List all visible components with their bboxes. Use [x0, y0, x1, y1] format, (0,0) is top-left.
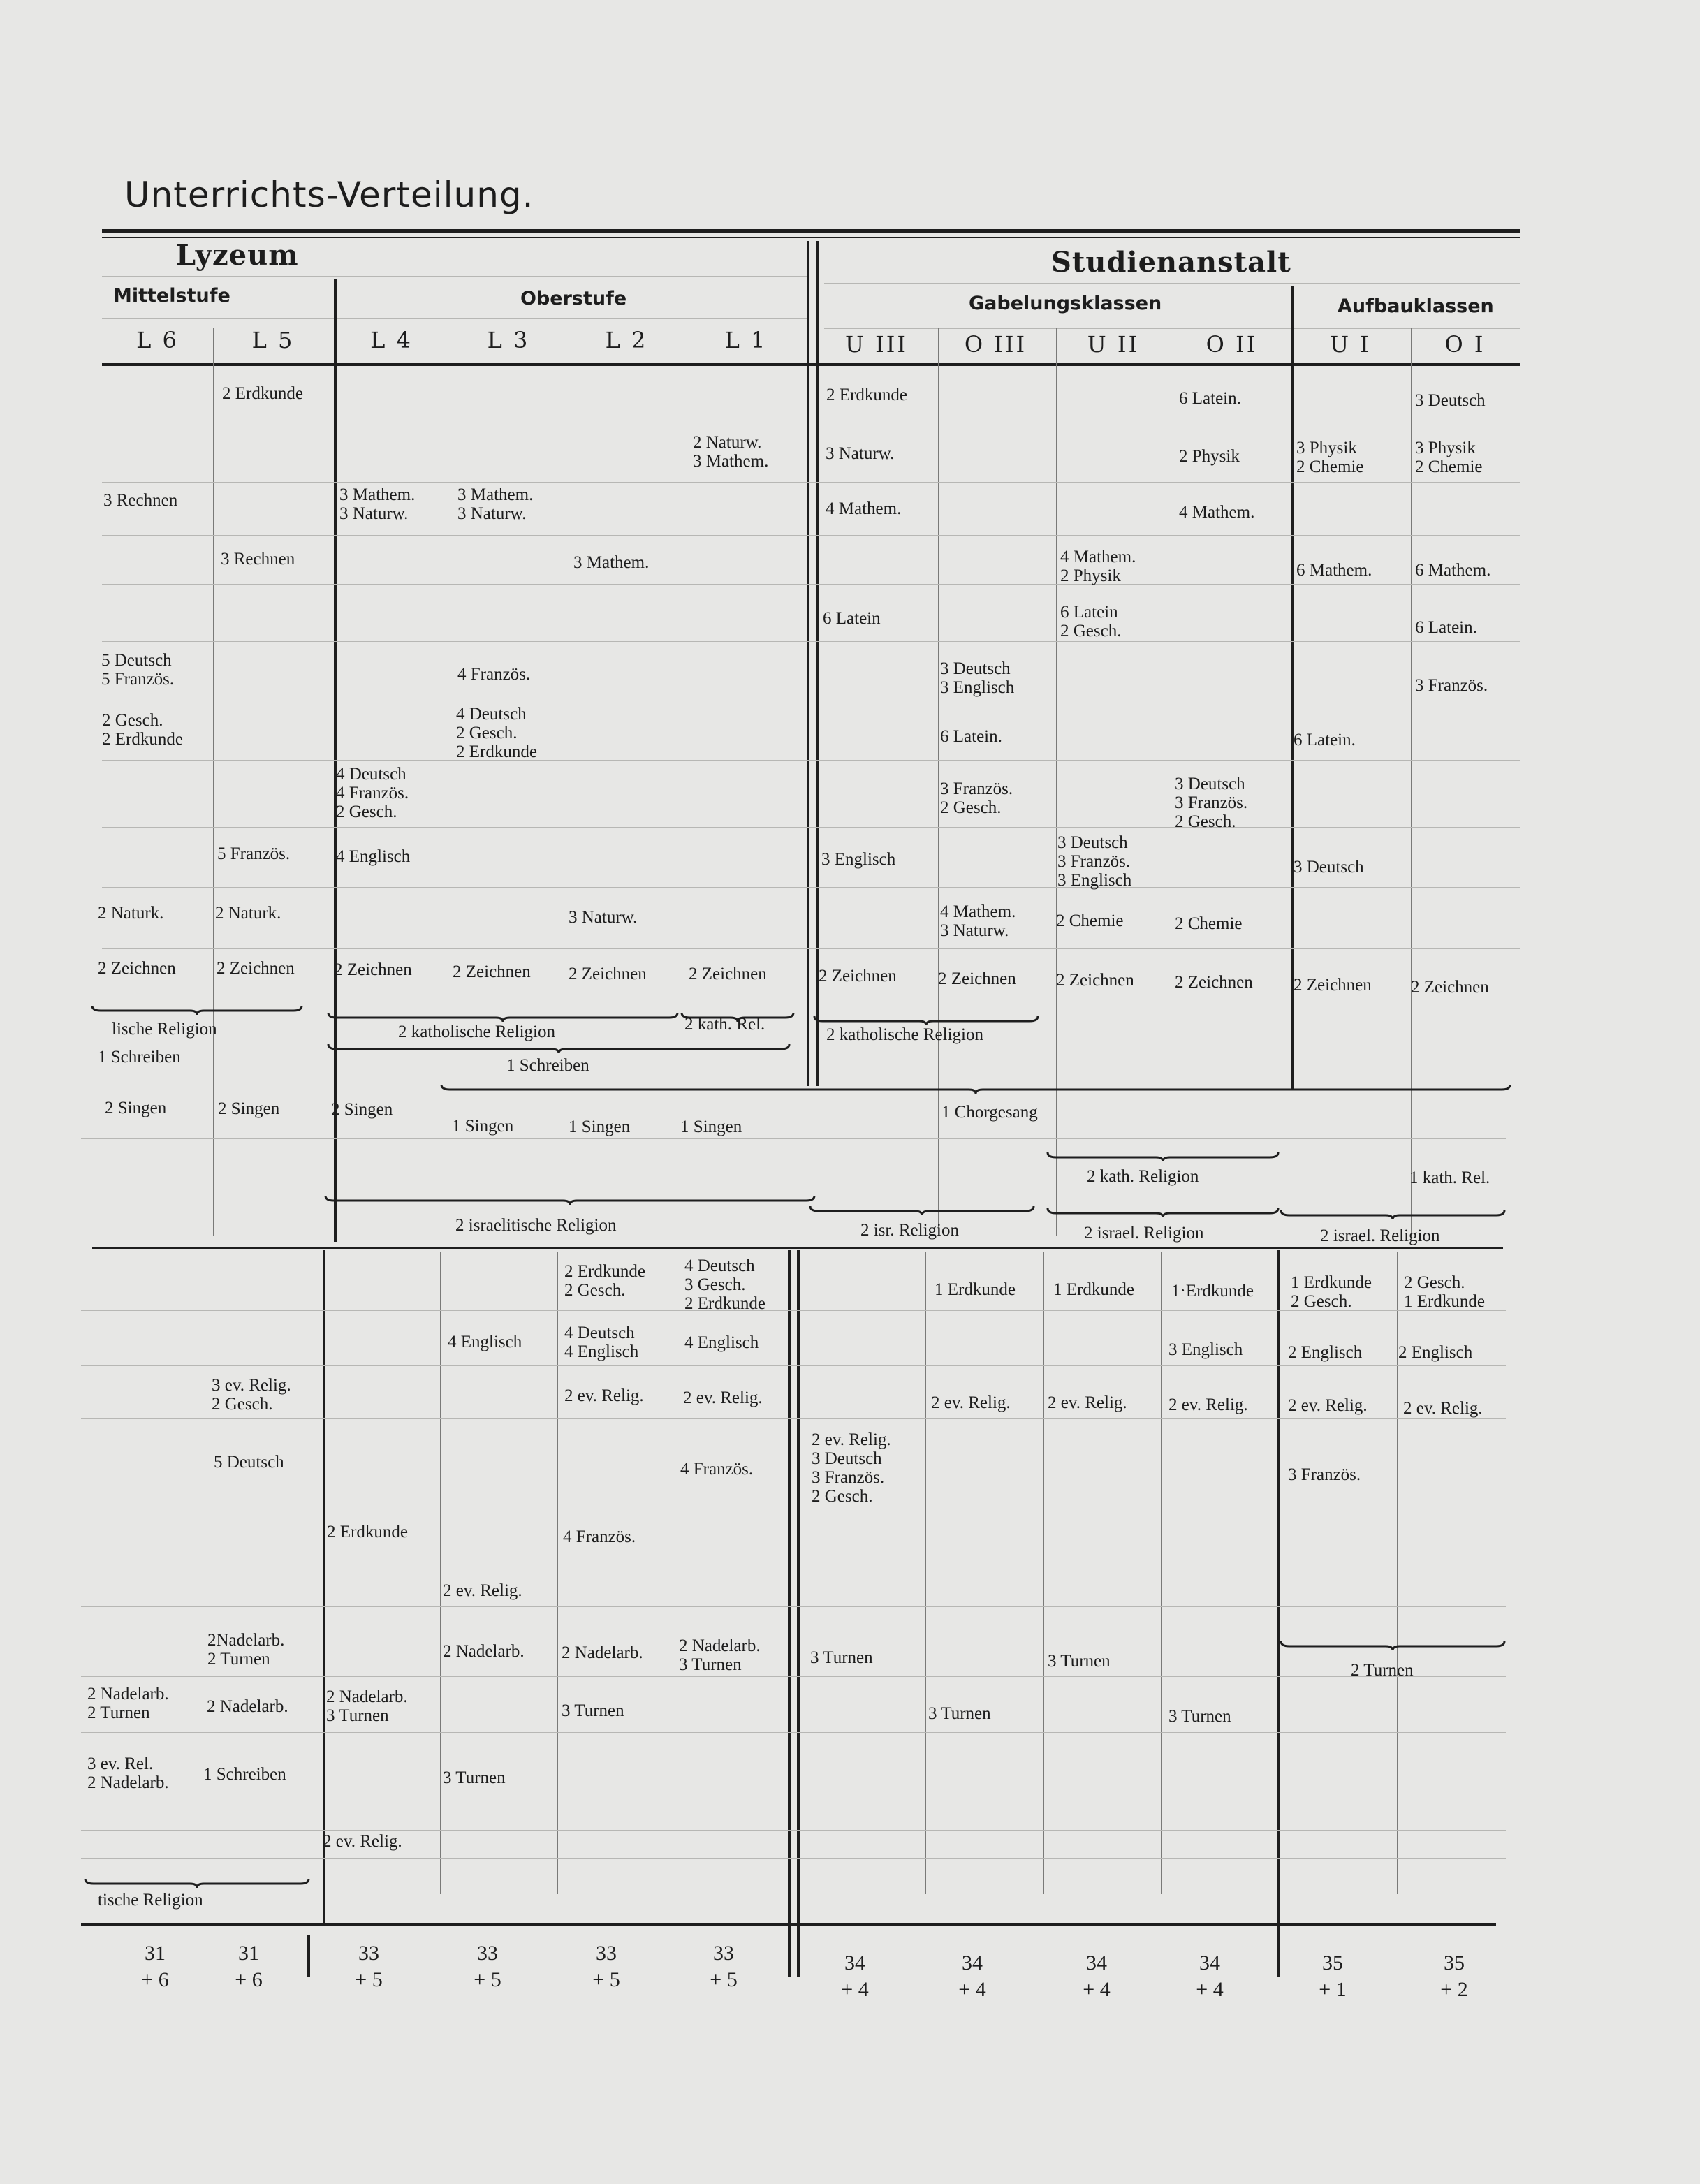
- subject-entry: 1 Chorgesang: [941, 1103, 1038, 1122]
- row-rule: [102, 827, 1520, 828]
- subject-entry: 2 ev. Relig.: [323, 1832, 402, 1851]
- subject-entry: 6 Mathem.: [1296, 561, 1372, 580]
- subject-entry: 3 Deutsch: [1294, 858, 1364, 877]
- subject-entry: 3 Turnen: [443, 1768, 506, 1787]
- subject-entry: 2 ev. Relig.: [1288, 1396, 1368, 1415]
- column-divider: [1056, 328, 1057, 1236]
- subject-entry: 2 Erdkunde 2 Gesch.: [564, 1262, 645, 1300]
- subject-entry: 2 Nadelarb.: [562, 1643, 643, 1662]
- heading-oberstufe: Oberstufe: [520, 288, 627, 309]
- subject-entry: 2 Nadelarb.: [207, 1697, 288, 1716]
- subject-entry: 3 Deutsch 3 Englisch: [940, 659, 1015, 697]
- subject-entry: 2 ev. Relig.: [931, 1393, 1011, 1412]
- subject-entry: 1 Singen: [680, 1117, 742, 1136]
- column-header: U III: [844, 331, 909, 358]
- column-header: O I: [1444, 331, 1486, 358]
- mittelstufe-divider: [334, 279, 337, 1242]
- weekly-total: 34 + 4: [841, 1951, 869, 2001]
- weekly-total: 34 + 4: [1083, 1951, 1111, 2001]
- subject-entry: 1 Schreiben: [203, 1765, 286, 1784]
- subject-entry: 3 Deutsch: [1415, 391, 1486, 410]
- subject-entry: 2 Singen: [105, 1099, 167, 1117]
- column-header: U I: [1330, 331, 1371, 358]
- subject-entry: 2 Turnen: [1351, 1661, 1414, 1680]
- subject-entry: 2 Nadelarb. 3 Turnen: [326, 1687, 408, 1725]
- subject-entry: 4 Englisch: [448, 1333, 522, 1351]
- subject-entry: 2 Chemie: [1175, 914, 1243, 933]
- column-header: L 4: [370, 327, 413, 353]
- subject-entry: 2 Nadelarb. 3 Turnen: [679, 1636, 761, 1674]
- heading-gabelungsklassen: Gabelungsklassen: [969, 293, 1162, 314]
- weekly-total: 34 + 4: [958, 1951, 986, 2001]
- subject-entry: 3 Mathem. 3 Naturw.: [457, 485, 534, 523]
- total-divider-left: [307, 1935, 310, 1977]
- subject-entry: 1 Erdkunde 2 Gesch.: [1291, 1273, 1372, 1311]
- column-header: L 2: [605, 327, 648, 353]
- subject-entry: tische Religion: [98, 1891, 203, 1910]
- subheading-rule-right: [824, 328, 1520, 329]
- subject-entry: 4 Deutsch 2 Gesch. 2 Erdkunde: [456, 705, 537, 761]
- weekly-total: 33 + 5: [355, 1942, 383, 1991]
- subject-entry: 3 Turnen: [810, 1648, 873, 1667]
- lyzeum-underline: [102, 276, 807, 277]
- section-studienanstalt: Studienanstalt: [1051, 246, 1291, 279]
- column-header: L 5: [251, 327, 295, 353]
- subject-entry: 2 Zeichnen: [1175, 973, 1253, 992]
- column-header: L 1: [724, 327, 768, 353]
- brace: [1048, 1152, 1278, 1162]
- subject-entry: 2 Naturk.: [215, 904, 281, 923]
- studienanstalt-underline: [824, 283, 1520, 284]
- subject-entry: 4 Englisch: [684, 1333, 759, 1352]
- subject-entry: 3 Englisch: [821, 850, 896, 869]
- subject-entry: 6 Latein.: [940, 727, 1002, 746]
- subject-entry: 2 Chemie: [1056, 911, 1124, 930]
- subject-entry: 4 Mathem. 2 Physik: [1060, 548, 1136, 585]
- column-divider-lower: [440, 1252, 441, 1894]
- column-divider: [213, 328, 214, 1236]
- mittelstufe-divider-lower: [323, 1250, 325, 1924]
- subject-entry: 4 Französ.: [563, 1527, 636, 1546]
- row-rule: [102, 641, 1520, 642]
- weekly-total: 35 + 1: [1319, 1951, 1347, 2001]
- subject-entry: 3 Deutsch 3 Französ. 3 Englisch: [1057, 833, 1132, 890]
- weekly-total: 33 + 5: [710, 1942, 738, 1991]
- subject-entry: 3 Physik 2 Chemie: [1415, 439, 1483, 476]
- subject-entry: 4 Deutsch 4 Englisch: [564, 1324, 639, 1361]
- subject-entry: 4 Französ.: [457, 665, 531, 684]
- subject-entry: 3 Rechnen: [103, 491, 178, 510]
- subject-entry: 5 Französ.: [217, 844, 291, 863]
- row-rule: [102, 535, 1520, 536]
- brace: [1281, 1210, 1504, 1220]
- subject-entry: 4 Mathem. 3 Naturw.: [940, 902, 1016, 940]
- subject-entry: 2 ev. Relig.: [683, 1388, 763, 1407]
- subject-entry: 3 Französ.: [1288, 1465, 1361, 1484]
- subject-entry: 4 Französ.: [680, 1460, 754, 1479]
- subject-entry: 2 ev. Relig.: [443, 1581, 522, 1600]
- lyzeum-divider-lower-b: [797, 1250, 800, 1977]
- subject-entry: 2 ev. Relig.: [1048, 1393, 1127, 1412]
- subject-entry: 4 Deutsch 3 Gesch. 2 Erdkunde: [684, 1256, 765, 1313]
- weekly-total: 31 + 6: [141, 1942, 169, 1991]
- subject-entry: 2 Zeichnen: [1411, 978, 1489, 997]
- subject-entry: 4 Englisch: [336, 847, 411, 866]
- row-rule: [102, 584, 1520, 585]
- row-rule: [81, 1606, 1506, 1607]
- brace: [441, 1085, 1510, 1094]
- row-rule: [81, 1732, 1506, 1733]
- subject-entry: 2 israel. Religion: [1084, 1224, 1204, 1243]
- middle-rule: [92, 1247, 1503, 1249]
- subject-entry: 1 kath. Rel.: [1409, 1168, 1490, 1187]
- subject-entry: 2 Englisch: [1288, 1343, 1363, 1362]
- subject-entry: 3 Französ.: [1415, 676, 1488, 695]
- subject-entry: 4 Deutsch 4 Französ. 2 Gesch.: [336, 765, 409, 821]
- subject-entry: 2 Nadelarb.: [443, 1642, 525, 1661]
- weekly-total: 34 + 4: [1196, 1951, 1224, 2001]
- subject-entry: 2 Zeichnen: [938, 969, 1016, 988]
- title-rule: [102, 229, 1520, 233]
- subject-entry: 3 Turnen: [562, 1701, 624, 1720]
- subject-entry: 2 Nadelarb. 2 Turnen: [87, 1685, 169, 1722]
- subject-entry: 2 israelitische Religion: [455, 1216, 617, 1235]
- column-divider-lower: [1397, 1252, 1398, 1894]
- header-rule: [102, 363, 1520, 366]
- subject-entry: 1 Schreiben: [506, 1056, 589, 1075]
- column-divider-lower: [1161, 1252, 1162, 1894]
- subject-entry: 2 Zeichnen: [98, 959, 176, 978]
- subject-entry: 3 Deutsch 3 Französ. 2 Gesch.: [1175, 775, 1248, 831]
- brace: [1281, 1641, 1504, 1651]
- column-divider: [1411, 328, 1412, 1236]
- row-rule: [102, 887, 1520, 888]
- subject-entry: 2 kath. Religion: [1087, 1167, 1199, 1186]
- subject-entry: 3 ev. Relig. 2 Gesch.: [212, 1376, 291, 1414]
- column-divider-lower: [1043, 1252, 1044, 1894]
- section-lyzeum: Lyzeum: [176, 239, 299, 272]
- brace: [92, 1006, 302, 1016]
- subject-entry: 3 Naturw.: [826, 444, 895, 463]
- subject-entry: 2 ev. Relig. 3 Deutsch 3 Französ. 2 Gesch.: [812, 1430, 891, 1506]
- subject-entry: 2 Zeichnen: [689, 965, 767, 983]
- subject-entry: 3 Turnen: [1048, 1652, 1111, 1671]
- subject-entry: 2 ev. Relig.: [1403, 1399, 1483, 1418]
- subject-entry: 4 Mathem.: [1179, 503, 1255, 522]
- subject-entry: 6 Latein.: [1415, 618, 1477, 637]
- subject-entry: 1 Erdkunde: [1053, 1280, 1134, 1299]
- subject-entry: 3 Turnen: [1168, 1707, 1231, 1726]
- column-header: O III: [964, 331, 1027, 358]
- lyzeum-divider-b: [816, 241, 819, 1086]
- subject-entry: 6 Latein 2 Gesch.: [1060, 603, 1122, 640]
- brace: [85, 1879, 309, 1889]
- subject-entry: 2 Erdkunde: [826, 386, 907, 404]
- subject-entry: 6 Mathem.: [1415, 561, 1491, 580]
- subject-entry: lische Religion: [112, 1020, 217, 1039]
- row-rule: [102, 760, 1520, 761]
- subject-entry: 3 Mathem. 3 Naturw.: [339, 485, 416, 523]
- heading-aufbauklassen: Aufbauklassen: [1338, 295, 1494, 317]
- subject-entry: 4 Mathem.: [826, 499, 902, 518]
- weekly-total: 33 + 5: [592, 1942, 620, 1991]
- column-header: L 3: [487, 327, 530, 353]
- weekly-total: 31 + 6: [235, 1942, 263, 1991]
- subject-entry: 2 Zeichnen: [1056, 971, 1134, 990]
- lyzeum-divider-a: [807, 241, 809, 1086]
- subject-entry: 2 ev. Relig.: [564, 1386, 644, 1405]
- subject-entry: 1 Erdkunde: [935, 1280, 1016, 1299]
- brace: [810, 1206, 1034, 1216]
- brace: [1048, 1208, 1278, 1218]
- subject-entry: 2 Erdkunde: [222, 384, 303, 403]
- subject-entry: 2 Singen: [331, 1100, 393, 1119]
- brace: [328, 1013, 677, 1023]
- subject-entry: 3 Naturw.: [569, 908, 638, 927]
- subject-entry: 3 Englisch: [1168, 1340, 1243, 1359]
- subject-entry: 2Nadelarb. 2 Turnen: [207, 1631, 285, 1669]
- row-rule: [102, 482, 1520, 483]
- lyzeum-divider-lower-a: [788, 1250, 791, 1977]
- subject-entry: 2 Zeichnen: [819, 967, 897, 985]
- column-header: U II: [1087, 331, 1140, 358]
- subject-entry: 2 Gesch. 2 Erdkunde: [102, 711, 183, 749]
- subject-entry: 6 Latein.: [1179, 389, 1241, 408]
- aufbau-divider: [1291, 286, 1294, 1090]
- column-header: O II: [1206, 331, 1258, 358]
- subject-entry: 2 kath. Rel.: [684, 1015, 765, 1034]
- subject-entry: 2 Singen: [218, 1099, 280, 1118]
- subject-entry: 3 Mathem.: [573, 553, 650, 572]
- brace: [814, 1016, 1038, 1026]
- subject-entry: 5 Deutsch: [214, 1453, 284, 1472]
- subject-entry: 2 Zeichnen: [569, 965, 647, 983]
- subject-entry: 2 Zeichnen: [453, 962, 531, 981]
- subject-entry: 2 isr. Religion: [860, 1221, 959, 1240]
- subject-entry: 2 Naturw. 3 Mathem.: [693, 433, 769, 471]
- subject-entry: 3 Physik 2 Chemie: [1296, 439, 1364, 476]
- row-rule: [81, 1418, 1506, 1419]
- column-divider-lower: [557, 1252, 558, 1894]
- brace: [328, 1044, 789, 1054]
- subject-entry: 3 Französ. 2 Gesch.: [940, 779, 1013, 817]
- subject-entry: 3 ev. Rel. 2 Nadelarb.: [87, 1754, 169, 1792]
- subject-entry: 2 katholische Religion: [398, 1023, 555, 1041]
- subject-entry: 6 Latein: [823, 609, 881, 628]
- column-header: L 6: [136, 327, 179, 353]
- subheading-rule: [102, 318, 807, 319]
- subject-entry: 1 Singen: [569, 1117, 631, 1136]
- subject-entry: 2 katholische Religion: [826, 1025, 983, 1044]
- title-rule-thin: [102, 237, 1520, 238]
- page-title: Unterrichts-Verteilung.: [124, 175, 534, 215]
- weekly-total: 35 + 2: [1440, 1951, 1468, 2001]
- heading-mittelstufe: Mittelstufe: [113, 285, 230, 307]
- subject-entry: 2 ev. Relig.: [1168, 1395, 1248, 1414]
- subject-entry: 3 Rechnen: [221, 550, 295, 569]
- row-rule: [102, 948, 1520, 949]
- subject-entry: 5 Deutsch 5 Französ.: [101, 651, 175, 689]
- subject-entry: 1·Erdkunde: [1171, 1282, 1254, 1300]
- subject-entry: 1 Singen: [452, 1117, 514, 1136]
- subject-entry: 2 Zeichnen: [1294, 976, 1372, 995]
- subject-entry: 2 Naturk.: [98, 904, 164, 923]
- brace: [325, 1196, 814, 1205]
- row-rule: [81, 1365, 1506, 1366]
- subject-entry: 3 Turnen: [928, 1704, 991, 1723]
- subject-entry: 2 Gesch. 1 Erdkunde: [1404, 1273, 1485, 1311]
- subject-entry: 1 Schreiben: [98, 1048, 181, 1067]
- row-rule: [81, 1138, 1506, 1139]
- subject-entry: 2 Zeichnen: [217, 959, 295, 978]
- row-rule: [81, 1676, 1506, 1677]
- subject-entry: 2 Erdkunde: [327, 1523, 408, 1541]
- aufbau-divider-lower: [1277, 1250, 1280, 1977]
- subject-entry: 6 Latein.: [1294, 731, 1356, 749]
- column-divider: [938, 328, 939, 1236]
- weekly-total: 33 + 5: [474, 1942, 501, 1991]
- subject-entry: 2 Physik: [1179, 447, 1240, 466]
- subject-entry: 2 Englisch: [1398, 1343, 1473, 1362]
- subject-entry: 2 israel. Religion: [1320, 1226, 1440, 1245]
- row-rule: [81, 1858, 1506, 1859]
- subject-entry: 2 Zeichnen: [334, 960, 412, 979]
- column-divider-lower: [925, 1252, 926, 1894]
- row-rule: [81, 1830, 1506, 1831]
